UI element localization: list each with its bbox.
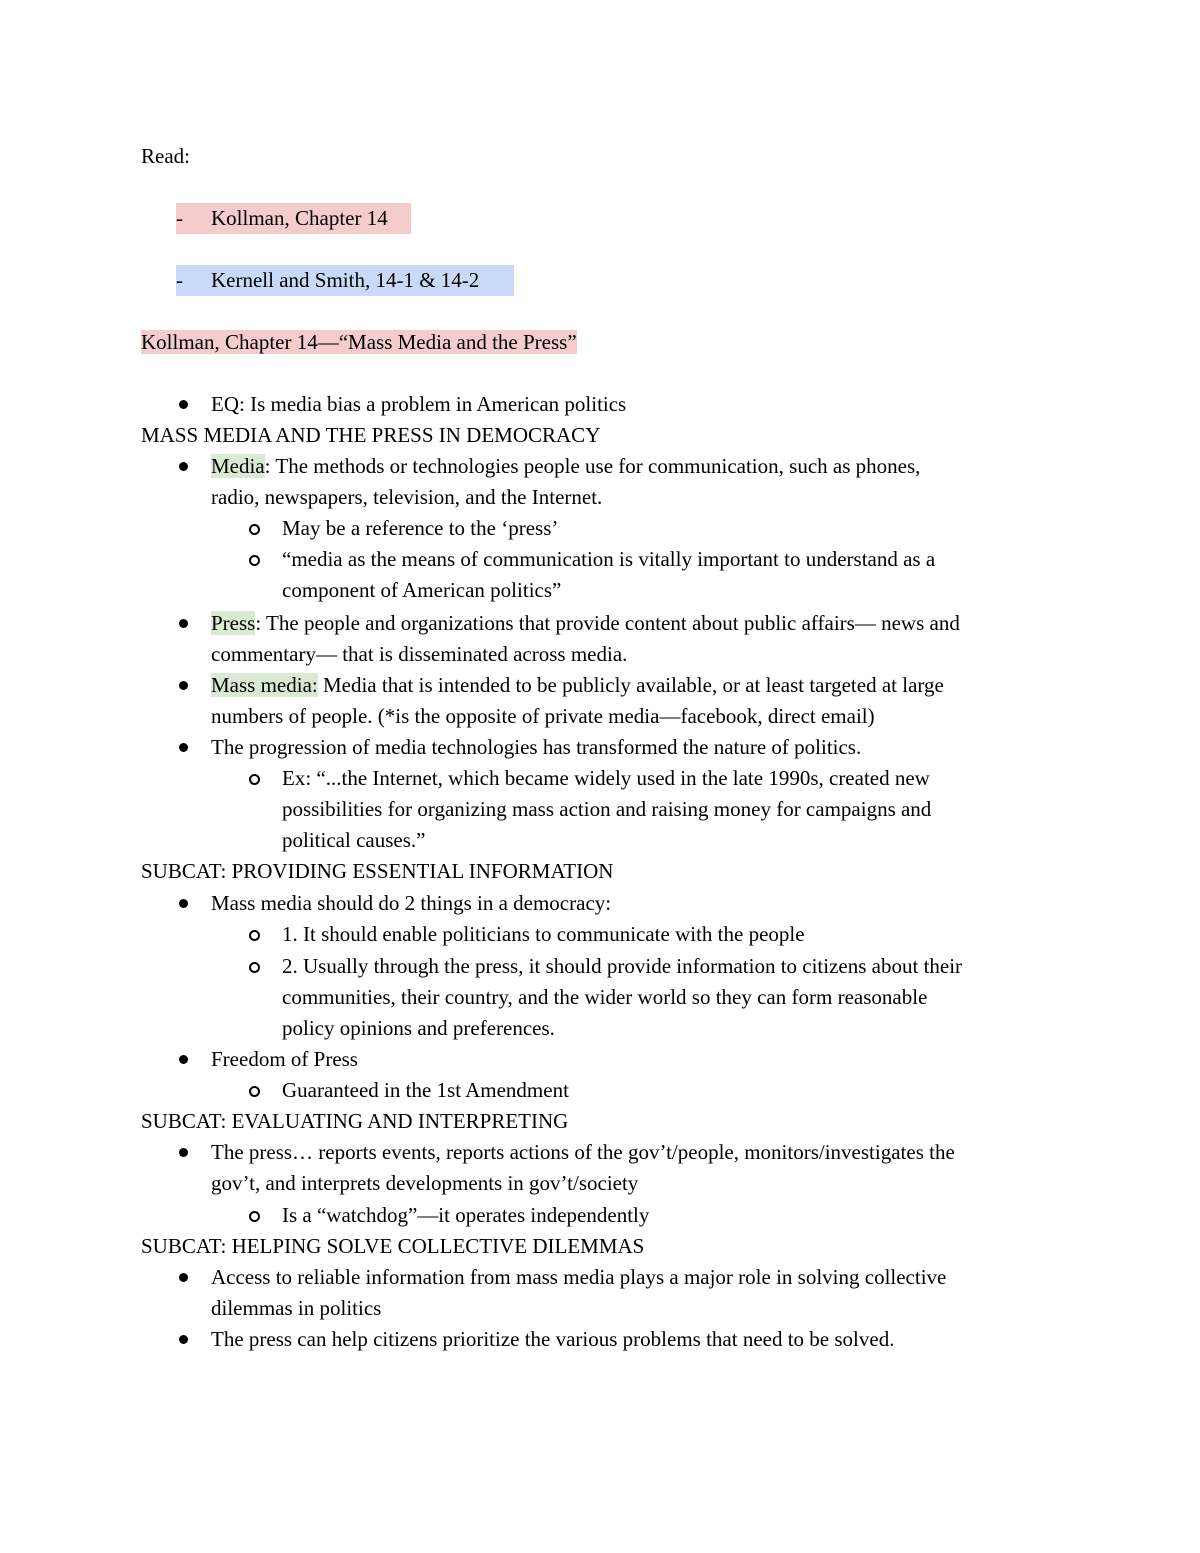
bullet-icon bbox=[179, 1335, 188, 1344]
mass-media-definition-cont: numbers of people. (*is the opposite of private media—facebook, direct email) bbox=[211, 704, 875, 728]
sub-item-text-cont: political causes.” bbox=[282, 828, 426, 852]
sub-item-text: 1. It should enable politicians to communicate with the people bbox=[282, 922, 805, 946]
dash-marker: - bbox=[176, 268, 183, 292]
circle-bullet-icon bbox=[249, 1086, 260, 1097]
chapter-title bbox=[141, 327, 577, 358]
section-heading-collective-dilemmas: SUBCAT: HELPING SOLVE COLLECTIVE DILEMMAS bbox=[141, 1234, 645, 1258]
reading-item-text: Kollman, Chapter 14 bbox=[211, 206, 388, 230]
list-item-text-cont: dilemmas in politics bbox=[211, 1296, 382, 1320]
section-heading-mass-media: MASS MEDIA AND THE PRESS IN DEMOCRACY bbox=[141, 423, 601, 447]
circle-bullet-icon bbox=[249, 524, 260, 535]
circle-bullet-icon bbox=[249, 962, 260, 973]
term-press: Press bbox=[211, 611, 256, 635]
list-item-text: Access to reliable information from mass media plays a major role in solving collective bbox=[211, 1265, 947, 1289]
circle-bullet-icon bbox=[249, 1211, 260, 1222]
press-definition: : The people and organizations that provide content about public affairs— news and bbox=[255, 611, 960, 635]
bullet-icon bbox=[179, 619, 188, 628]
bullet-icon bbox=[179, 1148, 188, 1157]
sub-item-text: Ex: “...the Internet, which became widely used in the late 1990s, created new bbox=[282, 766, 930, 790]
bullet-icon bbox=[179, 681, 188, 690]
section-heading-evaluating: SUBCAT: EVALUATING AND INTERPRETING bbox=[141, 1109, 569, 1133]
read-label: Read: bbox=[141, 144, 190, 168]
list-item-text: The press can help citizens prioritize the various problems that need to be solved. bbox=[211, 1327, 895, 1351]
list-item-text: Mass media should do 2 things in a democracy: bbox=[211, 891, 612, 915]
term-mass-media: Mass media: bbox=[211, 673, 318, 697]
circle-bullet-icon bbox=[249, 774, 260, 785]
sub-item-text-cont: communities, their country, and the wider world so they can form reasonable bbox=[282, 985, 928, 1009]
sub-item-text-cont: possibilities for organizing mass action and raising money for campaigns and bbox=[282, 797, 932, 821]
sub-item-text: “media as the means of communication is vitally important to understand as a bbox=[282, 547, 936, 571]
term-media: Media bbox=[211, 454, 265, 478]
bullet-icon bbox=[179, 462, 188, 471]
progression-text: The progression of media technologies has transformed the nature of politics. bbox=[211, 735, 862, 759]
list-item-text-cont: gov’t, and interprets developments in gov’t/society bbox=[211, 1171, 639, 1195]
media-definition: : The methods or technologies people use for communication, such as phones, bbox=[264, 454, 921, 478]
sub-item-text: 2. Usually through the press, it should provide information to citizens about their bbox=[282, 954, 963, 978]
bullet-icon bbox=[179, 400, 188, 409]
sub-item-text: May be a reference to the ‘press’ bbox=[282, 516, 559, 540]
reading-item-text: Kernell and Smith, 14-1 & 14-2 bbox=[211, 268, 480, 292]
chapter-title-text: Kollman, Chapter 14—“Mass Media and the Press” bbox=[141, 330, 577, 354]
dash-marker: - bbox=[176, 206, 183, 230]
eq-text: EQ: Is media bias a problem in American politics bbox=[211, 392, 627, 416]
sub-item-text: Guaranteed in the 1st Amendment bbox=[282, 1078, 569, 1102]
bullet-icon bbox=[179, 743, 188, 752]
bullet-icon bbox=[179, 899, 188, 908]
bullet-icon bbox=[179, 1055, 188, 1064]
list-item-text: Freedom of Press bbox=[211, 1047, 358, 1071]
list-item-text: The press… reports events, reports actions of the gov’t/people, monitors/investigates the bbox=[211, 1140, 955, 1164]
sub-item-text-cont: policy opinions and preferences. bbox=[282, 1016, 555, 1040]
sub-item-text-cont: component of American politics” bbox=[282, 578, 562, 602]
media-definition-cont: radio, newspapers, television, and the Internet. bbox=[211, 485, 603, 509]
section-heading-essential-info: SUBCAT: PROVIDING ESSENTIAL INFORMATION bbox=[141, 859, 614, 883]
circle-bullet-icon bbox=[249, 555, 260, 566]
circle-bullet-icon bbox=[249, 930, 260, 941]
bullet-icon bbox=[179, 1273, 188, 1282]
press-definition-cont: commentary— that is disseminated across media. bbox=[211, 642, 628, 666]
sub-item-text: Is a “watchdog”—it operates independently bbox=[282, 1203, 650, 1227]
mass-media-definition: Media that is intended to be publicly available, or at least targeted at large bbox=[317, 673, 944, 697]
